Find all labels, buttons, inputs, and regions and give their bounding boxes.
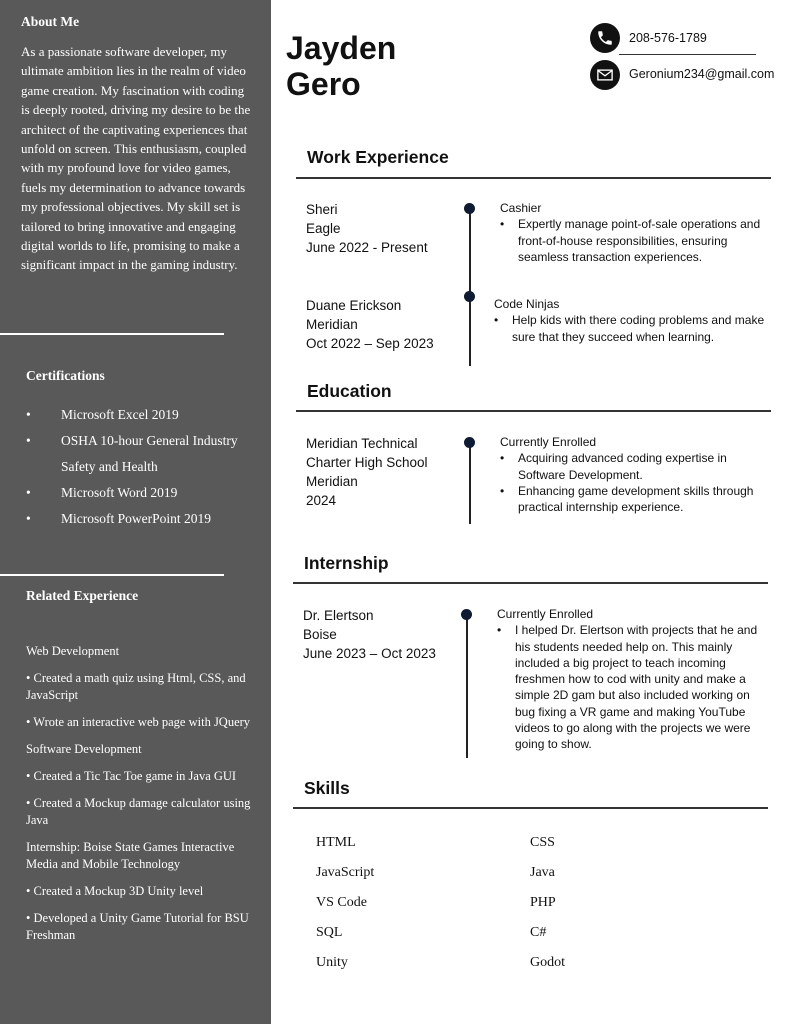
skill-item: Java	[530, 865, 555, 880]
timeline-line	[466, 614, 468, 758]
list-item: • Developed a Unity Game Tutorial for BSU Freshman	[26, 911, 249, 942]
timeline-line	[469, 208, 471, 366]
phone-number[interactable]: 208-576-1789	[629, 31, 707, 45]
certifications-list	[26, 402, 266, 532]
timeline-dot	[461, 609, 472, 620]
bullet-icon: •	[26, 433, 31, 448]
bullet-icon: •	[26, 511, 31, 526]
phone-icon	[590, 23, 620, 53]
bullet-icon: •	[26, 485, 31, 500]
list-item: • Acquiring advanced coding expertise in Software Development.	[500, 451, 727, 482]
list-item: • I helped Dr. Elertson with projects that he and his students needed help on. This mainly included a big project to teach incoming freshmen how to cod with unity and make a simple 2D gam but also included working on bug fixing a VR game and making YouTube videos to go along with the projects we were going to show.	[497, 623, 758, 752]
skill-item: VS Code	[316, 895, 367, 910]
about-text: As a passionate software developer, my ultimate ambition lies in the realm of video game creation. My fascination with coding is deeply rooted, driving my desire to be the architect of the captivating experiences that unfold on screen. This enthusiasm, coupled with my profound love for video games, fuels my determination to advance towards my professional objectives. My skill set is tailored to bring innovative and engaging digital worlds to life, promising to make a significant impact in the gaming industry.	[21, 44, 251, 273]
first-name: Jayden	[286, 30, 397, 66]
skill-item: HTML	[316, 835, 356, 850]
internship-details: Dr. Elertson Boise June 2023 – Oct 2023	[303, 608, 436, 661]
work-experience-title: Work Experience	[307, 147, 449, 167]
education-details: Meridian Technical Charter High School Meridian 2024	[306, 436, 428, 508]
divider	[0, 333, 224, 335]
section-divider	[296, 410, 771, 412]
role-title: Currently Enrolled	[500, 435, 597, 449]
list-item: • Microsoft Excel 2019	[26, 402, 266, 428]
internship-title: Internship	[304, 553, 389, 573]
timeline-line	[469, 442, 471, 524]
last-name: Gero	[286, 66, 361, 102]
list-item: • Microsoft PowerPoint 2019	[26, 506, 266, 532]
skill-item: C#	[530, 925, 547, 940]
related-heading: Related Experience	[26, 588, 139, 603]
internship-description	[497, 606, 772, 753]
list-item: Software Development	[26, 742, 142, 756]
education-title: Education	[307, 381, 392, 401]
list-item: Internship: Boise State Games Interactive Media and Mobile Technology	[26, 840, 235, 871]
skills-title: Skills	[304, 778, 350, 798]
divider	[0, 574, 224, 576]
skill-item: Godot	[530, 955, 565, 970]
list-item: • Microsoft Word 2019	[26, 480, 266, 506]
divider	[619, 54, 756, 55]
role-title: Currently Enrolled	[497, 607, 594, 621]
timeline-dot	[464, 437, 475, 448]
timeline-dot	[464, 291, 475, 302]
about-heading: About Me	[21, 14, 80, 29]
role-title: Code Ninjas	[494, 297, 560, 311]
timeline-dot	[464, 203, 475, 214]
list-item: • Created a Mockup 3D Unity level	[26, 884, 204, 898]
bullet-icon: •	[26, 407, 31, 422]
related-list	[26, 643, 258, 954]
section-divider	[293, 582, 768, 584]
list-item: • Created a math quiz using Html, CSS, and JavaScript	[26, 671, 246, 702]
skill-item: CSS	[530, 835, 555, 850]
skill-item: SQL	[316, 925, 343, 940]
skill-item: PHP	[530, 895, 556, 910]
list-item: • Expertly manage point-of-sale operations and front-of-house responsibilities, ensuring seamless transaction experiences.	[500, 217, 761, 264]
list-item: • Help kids with there coding problems and make sure that they succeed when learning.	[494, 313, 765, 344]
certifications-heading: Certifications	[26, 368, 105, 383]
work-entry-2-details: Duane Erickson Meridian Oct 2022 – Sep 2023	[306, 298, 434, 351]
work-entry-1-details: Sheri Eagle June 2022 - Present	[306, 202, 428, 255]
section-divider	[293, 807, 768, 809]
list-item: • Created a Mockup damage calculator using Java	[26, 796, 251, 827]
envelope-icon	[590, 60, 620, 90]
list-item: • Wrote an interactive web page with JQuery	[26, 715, 251, 729]
email-address[interactable]: Geronium234@gmail.com	[629, 67, 775, 81]
list-item: • OSHA 10-hour General Industry Safety and Health	[26, 428, 266, 480]
skill-item: Unity	[316, 955, 348, 970]
education-description	[500, 434, 772, 515]
list-item: • Created a Tic Tac Toe game in Java GUI	[26, 769, 237, 783]
role-title: Cashier	[500, 201, 542, 215]
sidebar	[0, 0, 271, 1024]
list-item: • Enhancing game development skills through practical internship experience.	[500, 483, 754, 515]
list-item: Web Development	[26, 644, 120, 658]
skill-item: JavaScript	[316, 865, 375, 880]
work-entry-1-description	[500, 200, 772, 265]
section-divider	[296, 177, 771, 179]
work-entry-2-description	[494, 296, 769, 345]
